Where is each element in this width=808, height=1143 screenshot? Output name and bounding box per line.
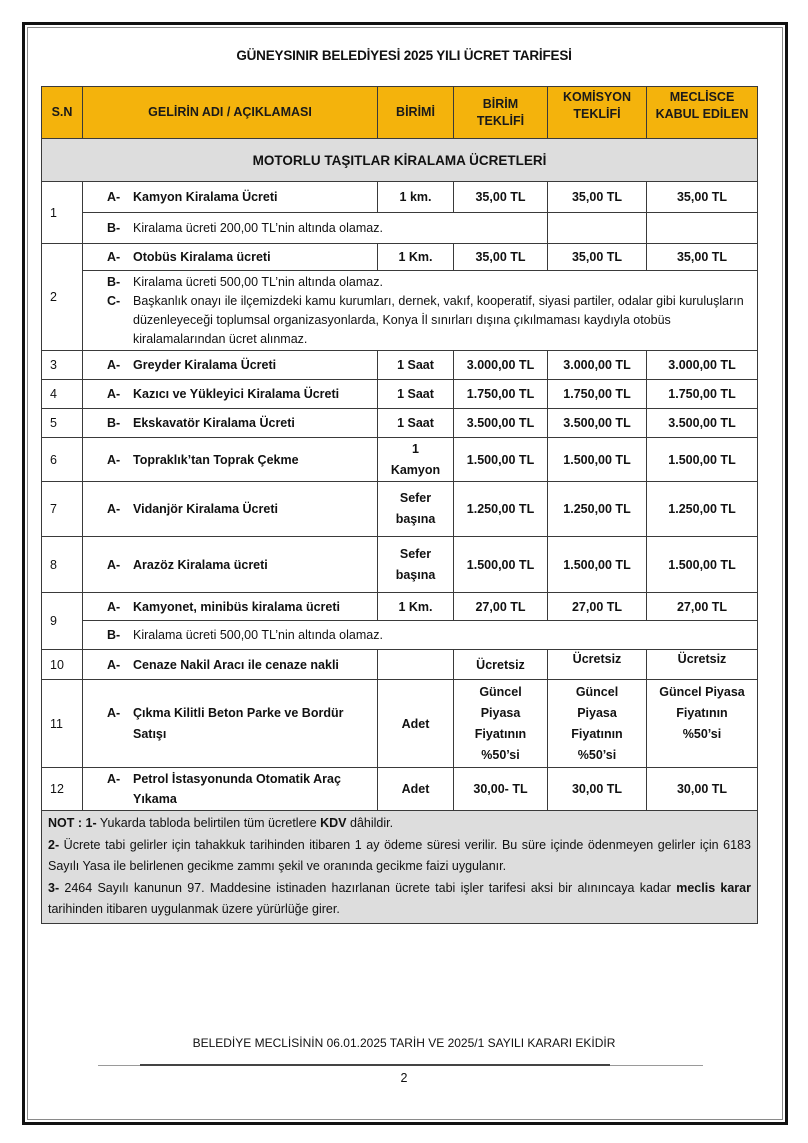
row-sn: 9 [42, 593, 83, 650]
row-name [83, 182, 378, 213]
row-sn: 4 [42, 380, 83, 409]
row-name-text: Kamyonet, minibüs kiralama ücreti [133, 599, 341, 614]
row-name-text: Kazıcı ve Yükleyici Kiralama Ücreti [133, 387, 340, 401]
header-council-line1: MECLİSCE [669, 90, 735, 104]
note-1 [48, 813, 751, 835]
row-unit: 1 Saat [378, 380, 454, 409]
note-3-label: 3- [48, 880, 60, 895]
row-council: 27,00 TL [647, 593, 758, 621]
row-commission: 35,00 TL [548, 244, 647, 271]
row-letter: A- [107, 452, 121, 467]
row-sn: 2 [42, 244, 83, 351]
row-letter: A- [107, 358, 121, 372]
row-letter: A- [107, 705, 121, 720]
line: %50’si [682, 727, 722, 741]
row-council-empty [647, 213, 758, 244]
row-unit [378, 438, 454, 482]
row-letter: A- [107, 657, 121, 672]
line: Fiyatının [676, 706, 728, 720]
header-name: GELİRİN ADI / AÇIKLAMASI [83, 87, 378, 139]
table-row [42, 768, 758, 811]
row-unit-offer: 27,00 TL [454, 593, 548, 621]
header-unit-offer-line1: BİRİM [482, 96, 519, 111]
note-2-text: Ücrete tabi gelirler için tahakkuk tarihinden itibaren 1 ay ödeme süresi verilir. Bu süre içinde ödenmeyen gelirler için 6183 Sayılı Yasa ile belirlenen gecikme zammı şekil ve oranında gecikme faizi uygulanır. [48, 837, 751, 873]
row-commission: 27,00 TL [548, 593, 647, 621]
line: %50’si [481, 747, 520, 762]
row-commission: 1.500,00 TL [548, 537, 647, 593]
row-unit [378, 537, 454, 593]
row-note [83, 213, 548, 244]
row-note [83, 271, 758, 351]
row-unit-offer: 35,00 TL [454, 244, 548, 271]
note-2 [48, 835, 751, 878]
row-commission: 30,00 TL [548, 768, 647, 811]
row-unit-offer: 3.000,00 TL [454, 351, 548, 380]
row-unit-line1: Sefer [399, 546, 432, 561]
header-unit-offer-line2: TEKLİFİ [476, 113, 525, 128]
footer-text: BELEDİYE MECLİSİNİN 06.01.2025 TARİH VE 2025/1 SAYILI KARARI EKİDİR [192, 1036, 616, 1050]
row-sn: 3 [42, 351, 83, 380]
row-name-text: Vidanjör Kiralama Ücreti [133, 502, 278, 516]
row-letter: A- [107, 772, 121, 786]
row-name [83, 351, 378, 380]
notes-row [42, 811, 758, 924]
line: Piyasa [577, 705, 617, 720]
row-unit: 1 km. [378, 182, 454, 213]
row-sn: 7 [42, 482, 83, 537]
row-unit-line2: Kamyon [390, 462, 441, 477]
row-name [83, 537, 378, 593]
row-unit-offer: 1.750,00 TL [454, 380, 548, 409]
row-note-letter: B- [107, 628, 121, 642]
row-name [83, 244, 378, 271]
table-row [42, 593, 758, 621]
row-name [83, 380, 378, 409]
row-sn: 11 [42, 680, 83, 768]
row-unit-line1: Sefer [399, 491, 432, 505]
header-council [647, 87, 758, 139]
table-row-note [42, 621, 758, 650]
row-unit [378, 650, 454, 680]
note-1-text: Yukarda tabloda belirtilen tüm ücretlere [96, 816, 321, 830]
row-commission: 1.750,00 TL [548, 380, 647, 409]
row-name-text-cont: Yıkama [133, 792, 177, 806]
row-note-letter: C- [107, 293, 121, 308]
row-name-text: Ekskavatör Kiralama Ücreti [133, 416, 295, 430]
row-unit: 1 Saat [378, 351, 454, 380]
row-council: Ücretsiz [647, 650, 758, 680]
row-letter: A- [107, 387, 121, 401]
row-note-text: Kiralama ücreti 500,00 TL’nin altında olamaz. [133, 628, 383, 642]
row-commission: 3.000,00 TL [548, 351, 647, 380]
table-row [42, 537, 758, 593]
row-unit-offer: 1.250,00 TL [454, 482, 548, 537]
row-commission: Ücretsiz [548, 650, 647, 680]
row-letter: A- [107, 502, 121, 516]
header-commission-line2: TEKLİFİ [573, 107, 621, 121]
row-unit-offer: 3.500,00 TL [454, 409, 548, 438]
table-row [42, 182, 758, 213]
header-commission [548, 87, 647, 139]
row-note [83, 621, 758, 650]
row-unit: 1 Km. [378, 244, 454, 271]
row-sn: 1 [42, 182, 83, 244]
row-name [83, 680, 378, 768]
row-sn: 5 [42, 409, 83, 438]
row-council: 1.500,00 TL [647, 438, 758, 482]
row-name-text: Otobüs Kiralama ücreti [133, 250, 271, 264]
row-unit-line2: başına [395, 512, 436, 526]
row-name [83, 409, 378, 438]
note-1-bold: KDV [320, 816, 347, 830]
table-row [42, 650, 758, 680]
row-council: 3.500,00 TL [647, 409, 758, 438]
row-sn: 6 [42, 438, 83, 482]
table-row [42, 244, 758, 271]
note-3-bold: meclis karar [676, 880, 751, 895]
row-unit-offer [454, 680, 548, 768]
note-3 [48, 878, 751, 921]
row-name-text: Kamyon Kiralama Ücreti [133, 190, 278, 204]
table-row [42, 409, 758, 438]
line: Fiyatının [571, 726, 623, 741]
row-council: 1.500,00 TL [647, 537, 758, 593]
table-row [42, 438, 758, 482]
section-title: MOTORLU TAŞITLAR KİRALAMA ÜCRETLERİ [42, 139, 758, 182]
line: Güncel [575, 684, 619, 699]
row-commission [548, 680, 647, 768]
row-commission: 3.500,00 TL [548, 409, 647, 438]
table-row-note [42, 213, 758, 244]
row-council: 1.250,00 TL [647, 482, 758, 537]
header-council-line2: KABUL EDİLEN [655, 107, 749, 121]
row-note-c [107, 292, 747, 349]
note-1-text-end: dâhildir. [346, 816, 394, 830]
line: Fiyatının [474, 726, 527, 741]
row-council: 3.000,00 TL [647, 351, 758, 380]
table-header-row [42, 87, 758, 139]
row-unit-line2: başına [395, 567, 436, 582]
row-name-text: Cenaze Nakil Aracı ile cenaze nakli [133, 657, 339, 672]
row-name [83, 482, 378, 537]
row-note-text: Kiralama ücreti 500,00 TL’nin altında olamaz. [133, 274, 383, 289]
row-council [647, 680, 758, 768]
notes-box [42, 811, 758, 924]
row-unit: Adet [378, 680, 454, 768]
row-letter: A- [107, 557, 121, 572]
row-unit-offer: 30,00- TL [454, 768, 548, 811]
row-name-text: Petrol İstasyonunda Otomatik Araç [133, 772, 341, 786]
row-note-text: Kiralama ücreti 200,00 TL’nin altında olamaz. [133, 221, 383, 235]
row-name [83, 650, 378, 680]
row-council: 30,00 TL [647, 768, 758, 811]
line: Güncel [479, 684, 522, 699]
row-sn: 10 [42, 650, 83, 680]
row-name-text: Topraklık’tan Toprak Çekme [133, 452, 299, 467]
row-letter: B- [107, 416, 121, 430]
row-sn: 8 [42, 537, 83, 593]
tariff-table [41, 86, 758, 924]
row-letter: A- [107, 190, 121, 204]
table-row [42, 351, 758, 380]
row-council: 35,00 TL [647, 244, 758, 271]
note-3-text-end: tarihinden itibaren uygulanmak üzere yürürlüğe girer. [48, 902, 340, 916]
note-1-label: NOT : 1- [48, 816, 97, 830]
row-name-text: Arazöz Kiralama ücreti [133, 557, 268, 572]
row-letter: A- [107, 250, 121, 264]
row-commission: 1.250,00 TL [548, 482, 647, 537]
line: Güncel Piyasa [659, 685, 745, 699]
row-unit [378, 482, 454, 537]
line: Piyasa [480, 705, 521, 720]
row-unit-offer: 1.500,00 TL [454, 537, 548, 593]
row-letter: A- [107, 599, 121, 614]
row-note-text: Başkanlık onayı ile ilçemizdeki kamu kurumları, dernek, vakıf, kooperatif, siyasi partiler, odalar gibi kuruluşların düzenleyeceği toplumsal organizasyonlarda, Konya İl sınırları dışına çıkılmaması kaydıyla otobüs kiralamalarından ücret alınmaz. [133, 293, 744, 346]
row-sn: 12 [42, 768, 83, 811]
row-unit-offer: 35,00 TL [454, 182, 548, 213]
row-unit-line1: 1 [412, 441, 419, 456]
row-council: 35,00 TL [647, 182, 758, 213]
table-row [42, 482, 758, 537]
row-unit: 1 Km. [378, 593, 454, 621]
note-2-label: 2- [48, 837, 60, 852]
row-note-b [107, 273, 747, 292]
row-council: 1.750,00 TL [647, 380, 758, 409]
row-unit-offer: Ücretsiz [454, 650, 548, 680]
row-name-text: Greyder Kiralama Ücreti [133, 358, 277, 372]
table-row [42, 380, 758, 409]
row-name [83, 768, 378, 811]
row-name [83, 438, 378, 482]
footer-divider-accent [140, 1064, 610, 1066]
line: %50’si [577, 747, 617, 762]
header-sn: S.N [42, 87, 83, 139]
header-commission-line1: KOMİSYON [562, 90, 632, 104]
row-name-text: Çıkma Kilitli Beton Parke ve Bordür [133, 705, 344, 720]
header-unit: BİRİMİ [378, 87, 454, 139]
table-row [42, 680, 758, 768]
row-commission-empty [548, 213, 647, 244]
table-row-note [42, 271, 758, 351]
document-title: GÜNEYSINIR BELEDİYESİ 2025 YILI ÜCRET TARİFESİ [236, 48, 572, 63]
page-number: 2 [400, 1071, 408, 1085]
row-note-letter: B- [107, 274, 121, 289]
section-row [42, 139, 758, 182]
note-3-text: 2464 Sayılı kanunun 97. Maddesine istinaden hazırlanan ücrete tabi işler tarifesi aksi bir alınıncaya kadar [59, 880, 677, 895]
row-unit-offer: 1.500,00 TL [454, 438, 548, 482]
row-unit: 1 Saat [378, 409, 454, 438]
row-unit: Adet [378, 768, 454, 811]
row-note-letter: B- [107, 221, 121, 235]
row-name [83, 593, 378, 621]
header-unit-offer [454, 87, 548, 139]
row-commission: 1.500,00 TL [548, 438, 647, 482]
row-name-text-cont: Satışı [133, 726, 167, 741]
row-commission: 35,00 TL [548, 182, 647, 213]
